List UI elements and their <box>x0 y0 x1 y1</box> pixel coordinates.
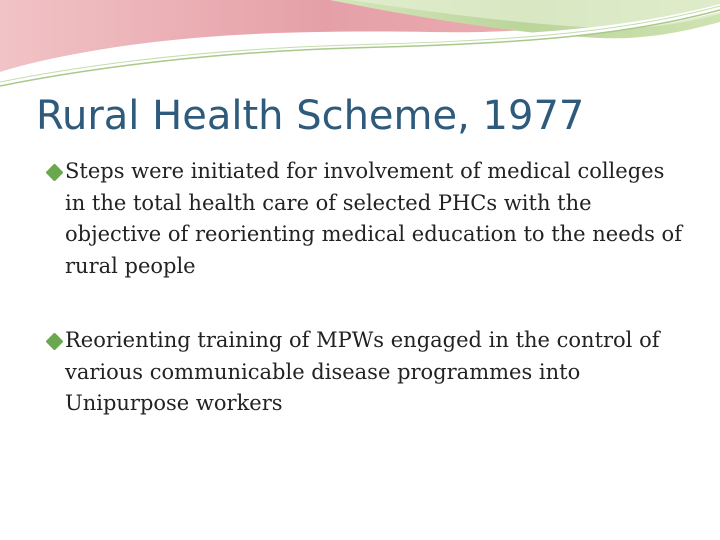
bullet-list <box>46 156 686 420</box>
bullet-item <box>46 325 686 420</box>
diamond-bullet-icon <box>46 333 63 350</box>
diamond-bullet-icon <box>46 164 63 181</box>
bullet-item <box>46 156 686 282</box>
bullet-text: Steps were initiated for involvement of medical colleges in the total health care of selected PHCs with the objective of reorienting medical education to the needs of rural people <box>65 159 682 278</box>
bullet-text: Reorienting training of MPWs engaged in the control of various communicable disease programmes into Unipurpose workers <box>65 328 660 415</box>
decorative-banner <box>0 0 720 90</box>
slide-title: Rural Health Scheme, 1977 <box>36 93 585 139</box>
